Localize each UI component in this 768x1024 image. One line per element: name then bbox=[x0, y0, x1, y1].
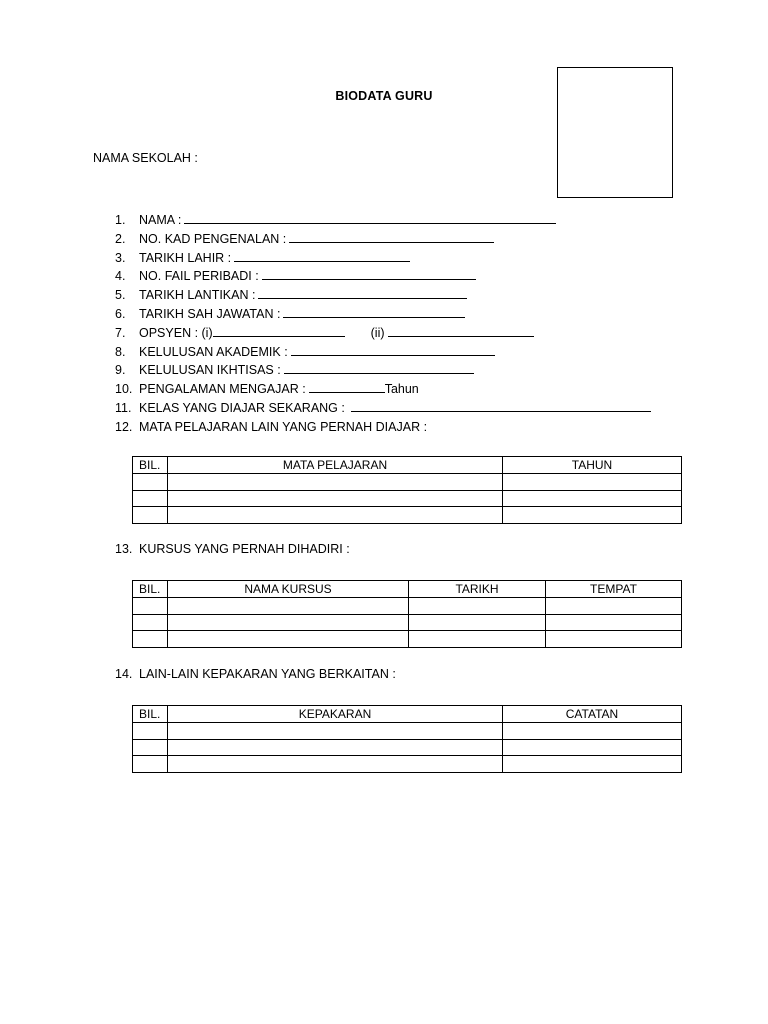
header-tempat: TEMPAT bbox=[546, 581, 682, 598]
item-number: 9. bbox=[115, 363, 126, 378]
table-cell[interactable] bbox=[133, 507, 168, 524]
table-header-row bbox=[133, 581, 682, 598]
opsyen-i-field[interactable] bbox=[213, 324, 345, 337]
item-label: TARIKH LANTIKAN : bbox=[139, 288, 256, 303]
item-number: 13. bbox=[115, 542, 133, 556]
item-number: 2. bbox=[115, 231, 126, 246]
item-number: 7. bbox=[115, 325, 126, 340]
table-row bbox=[133, 756, 682, 773]
list-item-pengalaman-mengajar bbox=[115, 380, 651, 399]
item-label: KELAS YANG DIAJAR SEKARANG : bbox=[139, 400, 345, 415]
table-cell[interactable] bbox=[503, 722, 682, 739]
photo-box bbox=[557, 67, 673, 198]
item-number: 8. bbox=[115, 344, 126, 359]
table-row bbox=[133, 614, 682, 631]
section-kursus bbox=[115, 542, 350, 556]
table-cell[interactable] bbox=[133, 597, 168, 614]
table-cell[interactable] bbox=[409, 631, 546, 648]
kepakaran-table bbox=[132, 705, 682, 773]
table-cell[interactable] bbox=[133, 722, 168, 739]
item-label: NO. FAIL PERIBADI : bbox=[139, 269, 259, 284]
table-cell[interactable] bbox=[546, 631, 682, 648]
table-cell[interactable] bbox=[503, 473, 682, 490]
header-tarikh: TARIKH bbox=[409, 581, 546, 598]
item-number: 10. bbox=[115, 382, 133, 397]
mata-pelajaran-table bbox=[132, 456, 682, 524]
header-bil: BIL. bbox=[133, 581, 168, 598]
item-label: PENGALAMAN MENGAJAR : bbox=[139, 382, 306, 397]
table-cell[interactable] bbox=[503, 739, 682, 756]
tarikh-sah-jawatan-field[interactable] bbox=[283, 305, 465, 318]
table-cell[interactable] bbox=[168, 490, 503, 507]
table-row bbox=[133, 507, 682, 524]
item-label: OPSYEN : (i) bbox=[139, 325, 213, 340]
pengalaman-field[interactable] bbox=[309, 380, 385, 393]
table-cell[interactable] bbox=[546, 614, 682, 631]
kelulusan-ikhtisas-field[interactable] bbox=[284, 361, 474, 374]
list-item-tarikh-lantikan bbox=[115, 286, 651, 305]
section-label: KURSUS YANG PERNAH DIHADIRI : bbox=[139, 542, 350, 556]
tarikh-lahir-field[interactable] bbox=[234, 249, 410, 262]
header-kepakaran: KEPAKARAN bbox=[168, 706, 503, 723]
item-number: 12. bbox=[115, 419, 133, 434]
section-kepakaran bbox=[115, 667, 396, 681]
table-cell[interactable] bbox=[168, 473, 503, 490]
table-cell[interactable] bbox=[133, 756, 168, 773]
table-cell[interactable] bbox=[409, 614, 546, 631]
item-number: 11. bbox=[115, 400, 132, 415]
table-cell[interactable] bbox=[168, 614, 409, 631]
table-header-row bbox=[133, 706, 682, 723]
table-cell[interactable] bbox=[133, 490, 168, 507]
list-item-tarikh-lahir bbox=[115, 249, 651, 268]
table-cell[interactable] bbox=[133, 739, 168, 756]
kelas-diajar-field[interactable] bbox=[351, 399, 651, 412]
table-row bbox=[133, 631, 682, 648]
school-label: NAMA SEKOLAH : bbox=[93, 151, 198, 165]
header-nama-kursus: NAMA KURSUS bbox=[168, 581, 409, 598]
item-number: 14. bbox=[115, 667, 133, 681]
table-cell[interactable] bbox=[168, 722, 503, 739]
table-row bbox=[133, 739, 682, 756]
item-label: TARIKH SAH JAWATAN : bbox=[139, 306, 281, 321]
table-cell[interactable] bbox=[546, 597, 682, 614]
item-number: 6. bbox=[115, 306, 126, 321]
header-tahun: TAHUN bbox=[503, 457, 682, 474]
header-catatan: CATATAN bbox=[503, 706, 682, 723]
table-cell[interactable] bbox=[503, 756, 682, 773]
table-cell[interactable] bbox=[168, 631, 409, 648]
kursus-table bbox=[132, 580, 682, 648]
item-number: 4. bbox=[115, 269, 126, 284]
list-item-kelas-diajar bbox=[115, 399, 651, 418]
document-title: BIODATA GURU bbox=[335, 89, 433, 103]
item-label: KELULUSAN IKHTISAS : bbox=[139, 363, 281, 378]
item-number: 3. bbox=[115, 250, 126, 265]
item-number: 1. bbox=[115, 213, 126, 227]
section-label: LAIN-LAIN KEPAKARAN YANG BERKAITAN : bbox=[139, 667, 396, 681]
item-label: TARIKH LAHIR : bbox=[139, 250, 232, 265]
table-cell[interactable] bbox=[168, 739, 503, 756]
list-item-kelulusan-akademik bbox=[115, 343, 651, 362]
table-cell[interactable] bbox=[133, 473, 168, 490]
list-item-fail-peribadi bbox=[115, 267, 651, 286]
item-label: KELULUSAN AKADEMIK : bbox=[139, 344, 288, 359]
table-row bbox=[133, 722, 682, 739]
table-row bbox=[133, 473, 682, 490]
item-label: NO. KAD PENGENALAN : bbox=[139, 231, 287, 246]
table-cell[interactable] bbox=[168, 507, 503, 524]
kad-pengenalan-field[interactable] bbox=[289, 230, 494, 243]
header-bil: BIL. bbox=[133, 457, 168, 474]
kelulusan-akademik-field[interactable] bbox=[291, 343, 495, 356]
tarikh-lantikan-field[interactable] bbox=[258, 286, 467, 299]
table-cell[interactable] bbox=[168, 756, 503, 773]
header-mata-pelajaran: MATA PELAJARAN bbox=[168, 457, 503, 474]
table-cell[interactable] bbox=[409, 597, 546, 614]
table-cell[interactable] bbox=[133, 614, 168, 631]
item-label: MATA PELAJARAN LAIN YANG PERNAH DIAJAR : bbox=[139, 419, 428, 434]
table-cell[interactable] bbox=[133, 631, 168, 648]
list-item-kad-pengenalan bbox=[115, 230, 651, 249]
table-cell[interactable] bbox=[168, 597, 409, 614]
tahun-suffix: Tahun bbox=[384, 382, 419, 397]
nama-field[interactable] bbox=[184, 211, 556, 224]
table-cell[interactable] bbox=[503, 490, 682, 507]
list-item-opsyen bbox=[115, 324, 651, 343]
list-item-kelulusan-ikhtisas bbox=[115, 361, 651, 380]
table-cell[interactable] bbox=[503, 507, 682, 524]
fail-peribadi-field[interactable] bbox=[262, 267, 476, 280]
table-header-row bbox=[133, 457, 682, 474]
opsyen-ii-label: (ii) bbox=[370, 325, 385, 340]
opsyen-ii-field[interactable] bbox=[388, 324, 534, 337]
table-row bbox=[133, 597, 682, 614]
list-item-nama bbox=[115, 211, 651, 230]
item-label: NAMA : bbox=[139, 213, 182, 227]
list-item-mata-pelajaran-lain bbox=[115, 418, 651, 437]
item-number: 5. bbox=[115, 288, 126, 303]
biodata-list bbox=[115, 211, 651, 437]
list-item-tarikh-sah-jawatan bbox=[115, 305, 651, 324]
header-bil: BIL. bbox=[133, 706, 168, 723]
table-row bbox=[133, 490, 682, 507]
